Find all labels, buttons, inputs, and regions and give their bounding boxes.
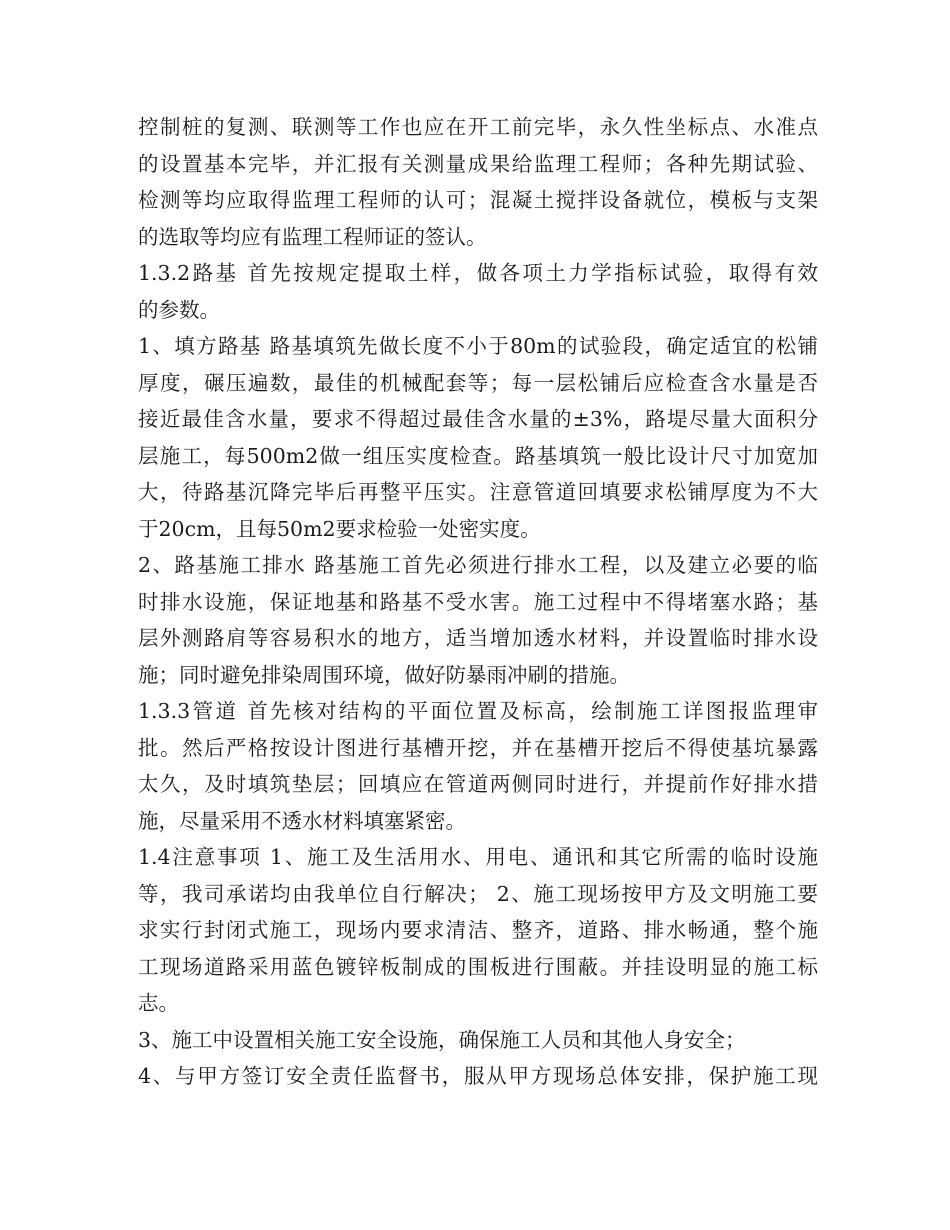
- text-line: 1.3.2路基 首先按规定提取土样，做各项土力学指标试验，取得有效: [138, 261, 818, 285]
- text-line: 志。: [138, 991, 179, 1015]
- text-line: 厚度，碾压遍数，最佳的机械配套等；每一层松铺后应检查含水量是否: [138, 370, 818, 395]
- text-line: 大，待路基沉降完毕后再整平压实。注意管道回填要求松铺厚度为不大: [138, 480, 818, 504]
- text-line: 1.3.3管道 首先核对结构的平面位置及标高，绘制施工详图报监理审: [138, 699, 818, 723]
- text-line: 的参数。: [138, 297, 220, 322]
- text-line: 工现场道路采用蓝色镀锌板制成的围板进行围蔽。并挂设明显的施工标: [138, 954, 818, 979]
- text-line: 施，尽量采用不透水材料填塞紧密。: [138, 808, 466, 833]
- text-line: 控制桩的复测、联测等工作也应在开工前完毕，永久性坐标点、水准点: [138, 115, 818, 139]
- text-line: 2、路基施工排水 路基施工首先必须进行排水工程，以及建立必要的临: [138, 553, 818, 577]
- document-page: [138, 109, 818, 1095]
- text-line: 施；同时避免排染周围环境，做好防暴雨冲刷的措施。: [138, 662, 630, 687]
- text-line: 等，我司承诺均由我单位自行解决； 2、施工现场按甲方及文明施工要: [138, 881, 818, 906]
- text-line: 时排水设施，保证地基和路基不受水害。施工过程中不得堵塞水路；基: [138, 589, 818, 614]
- text-line: 1、填方路基 路基填筑先做长度不小于80m的试验段，确定适宜的松铺: [138, 334, 818, 358]
- text-line: 接近最佳含水量，要求不得超过最佳含水量的±3%，路堤尽量大面积分: [138, 407, 818, 431]
- text-line: 检测等均应取得监理工程师的认可；混凝土搅拌设备就位，模板与支架: [138, 188, 818, 212]
- text-line: 太久，及时填筑垫层；回填应在管道两侧同时进行，并提前作好排水措: [138, 772, 818, 796]
- text-line: 的设置基本完毕，并汇报有关测量成果给监理工程师；各种先期试验、: [138, 151, 818, 176]
- text-line: 层施工，每500m2做一组压实度检查。路基填筑一般比设计尺寸加宽加: [138, 443, 818, 468]
- text-line: 3、施工中设置相关施工安全设施，确保施工人员和其他人身安全；: [138, 1027, 746, 1052]
- text-line: 批。然后严格按设计图进行基槽开挖，并在基槽开挖后不得使基坑暴露: [138, 735, 818, 760]
- text-line: 层外测路肩等容易积水的地方，适当增加透水材料，并设置临时排水设: [138, 626, 818, 650]
- text-line: 于20cm，且每50m2要求检验一处密实度。: [138, 516, 541, 541]
- text-line: 1.4注意事项 1、施工及生活用水、用电、通讯和其它所需的临时设施: [138, 845, 818, 869]
- text-line: 4、与甲方签订安全责任监督书，服从甲方现场总体安排，保护施工现: [138, 1064, 818, 1088]
- text-line: 的选取等均应有监理工程师证的签认。: [138, 224, 487, 249]
- text-line: 求实行封闭式施工，现场内要求清洁、整齐，道路、排水畅通，整个施: [138, 918, 818, 942]
